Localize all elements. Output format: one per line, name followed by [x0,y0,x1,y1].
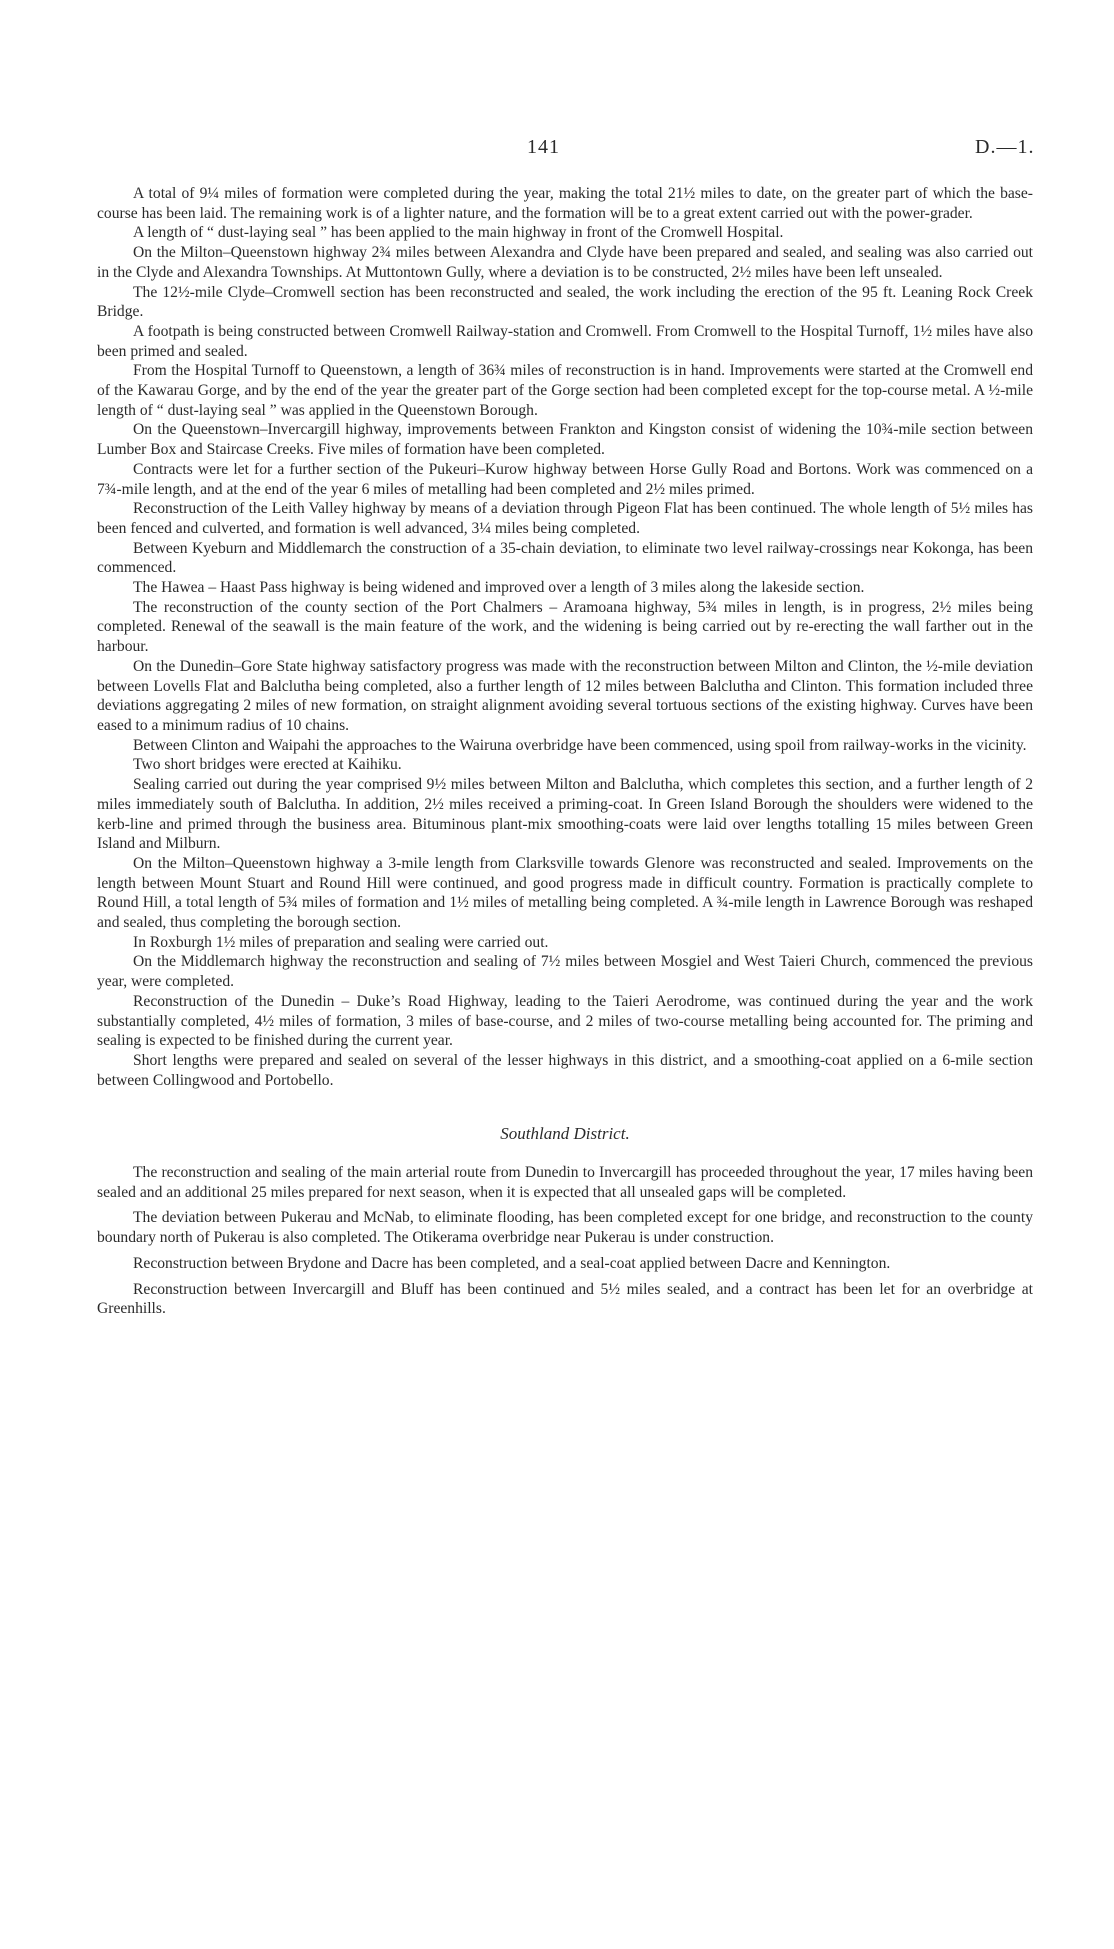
paragraph: Contracts were let for a further section of the Pukeuri–Kurow highway between Horse Gully Road and Bortons. Work was commenced on a 7¾-mile length, and at the end of the year 6 miles of metalling had been completed and 2½ miles primed. [97,460,1033,498]
paragraph: On the Queenstown–Invercargill highway, improvements between Frankton and Kingston consist of widening the 10¾-mile section between Lumber Box and Staircase Creeks. Five miles of formation have been completed. [97,421,1033,459]
paragraph: Between Kyeburn and Middlemarch the construction of a 35-chain deviation, to eliminate two level railway-crossings near Kokonga, has been commenced. [97,539,1033,577]
paragraph: On the Milton–Queenstown highway a 3-mile length from Clarksville towards Glenore was reconstructed and sealed. Improvements on the length between Mount Stuart and Round Hill were continued, and good progress made in difficult country. Formation is practically complete to Round Hill, a total length of 5¾ miles of formation and 1½ miles of metalling being completed. A ¾-mile length in Lawrence Borough was reshaped and sealed, thus completing the borough section. [97,854,1033,932]
paragraph: Sealing carried out during the year comprised 9½ miles between Milton and Balclutha, which completes this section, and a further length of 2 miles immediately south of Balclutha. In addition, 2½ miles received a priming-coat. In Green Island Borough the shoulders were widened to the kerb-line and primed through the business area. Bituminous plant-mix smoothing-coats were laid over lengths totalling 15 miles between Green Island and Milburn. [97,776,1033,853]
page-number: 141 [527,136,560,158]
paragraph: On the Dunedin–Gore State highway satisfactory progress was made with the reconstruction between Milton and Clinton, the ½-mile deviation between Lovells Flat and Balclutha being completed, also a further length of 12 miles between Balclutha and Clinton. This formation included three deviations aggregating 2 miles of new formation, on straight alignment avoiding several tortuous sections of the existing highway. Curves have been eased to a minimum radius of 10 chains. [97,657,1033,734]
paragraph: The Hawea – Haast Pass highway is being widened and improved over a length of 3 miles along the lakeside section. [133,579,865,597]
southland-section [97,1163,1033,1319]
report-body [97,184,1033,1325]
paragraph: Two short bridges were erected at Kaihiku. [133,756,402,774]
paragraph: From the Hospital Turnoff to Queenstown, a length of 36¾ miles of reconstruction is in hand. Improvements were started at the Cromwell end of the Kawarau Gorge, and by the end of the year the greater part of the Gorge section had been completed except for the top-course metal. A ½-mile length of “ dust-laying seal ” was applied in the Queenstown Borough. [97,362,1033,419]
paragraph: On the Milton–Queenstown highway 2¾ miles between Alexandra and Clyde have been prepared and sealed, and sealing was also carried out in the Clyde and Alexandra Townships. At Muttontown Gully, where a deviation is to be constructed, 2½ miles have been left unsealed. [97,244,1033,281]
paragraph: Reconstruction of the Dunedin – Duke’s Road Highway, leading to the Taieri Aerodrome, was continued during the year and the work substantially completed, 4½ miles of formation, 3 miles of base-course, and 2 miles of two-course metalling being accounted for. The priming and sealing is expected to be finished during the current year. [97,992,1033,1050]
paragraph: Reconstruction between Brydone and Dacre has been completed, and a seal-coat applied between Dacre and Kennington. [133,1254,891,1272]
otago-section [97,184,1033,1090]
paragraph: Reconstruction of the Leith Valley highway by means of a deviation through Pigeon Flat has been continued. The whole length of 5½ miles has been fenced and culverted, and formation is well advanced, 3¼ miles being completed. [97,500,1033,537]
paragraph: The reconstruction of the county section of the Port Chalmers – Aramoana highway, 5¾ miles in length, is in progress, 2½ miles being completed. Renewal of the seawall is the main feature of the work, and the widening is being carried out by re-erecting the wall farther out in the harbour. [97,598,1033,656]
paragraph: On the Middlemarch highway the reconstruction and sealing of 7½ miles between Mosgiel and West Taieri Church, commenced the previous year, were completed. [97,953,1033,991]
paragraph: A footpath is being constructed between Cromwell Railway-station and Cromwell. From Cromwell to the Hospital Turnoff, 1½ miles have also been primed and sealed. [97,322,1033,360]
paragraph: Between Clinton and Waipahi the approaches to the Wairuna overbridge have been commenced, using spoil from railway-works in the vicinity. [133,736,1027,754]
paragraph: Reconstruction between Invercargill and Bluff has been continued and 5½ miles sealed, and a contract has been let for an overbridge at Greenhills. [97,1280,1033,1318]
paragraph: The 12½-mile Clyde–Cromwell section has been reconstructed and sealed, the work including the erection of the 95 ft. Leaning Rock Creek Bridge. [97,283,1033,321]
document-reference: D.—1. [975,136,1035,158]
paragraph: The reconstruction and sealing of the main arterial route from Dunedin to Invercargill has proceeded throughout the year, 17 miles having been sealed and an additional 25 miles prepared for next season, when it is expected that all unsealed gaps will be completed. [97,1164,1033,1201]
paragraph: In Roxburgh 1½ miles of preparation and sealing were carried out. [133,933,549,951]
paragraph: A total of 9¼ miles of formation were completed during the year, making the total 21½ miles to date, on the greater part of which the base-course has been laid. The remaining work is of a lighter nature, and the formation will be to a great extent carried out with the power-grader. [97,185,1033,222]
section-heading-southland: Southland District. [500,1124,630,1144]
paragraph: A length of “ dust-laying seal ” has been applied to the main highway in front of the Cromwell Hospital. [133,224,784,242]
page-header [0,136,1114,166]
paragraph: The deviation between Pukerau and McNab, to eliminate flooding, has been completed except for one bridge, and reconstruction to the county boundary north of Pukerau is also completed. The Otikerama overbridge near Pukerau is under construction. [97,1209,1033,1247]
paragraph: Short lengths were prepared and sealed on several of the lesser highways in this district, and a smoothing-coat applied on a 6-mile section between Collingwood and Portobello. [97,1051,1033,1089]
